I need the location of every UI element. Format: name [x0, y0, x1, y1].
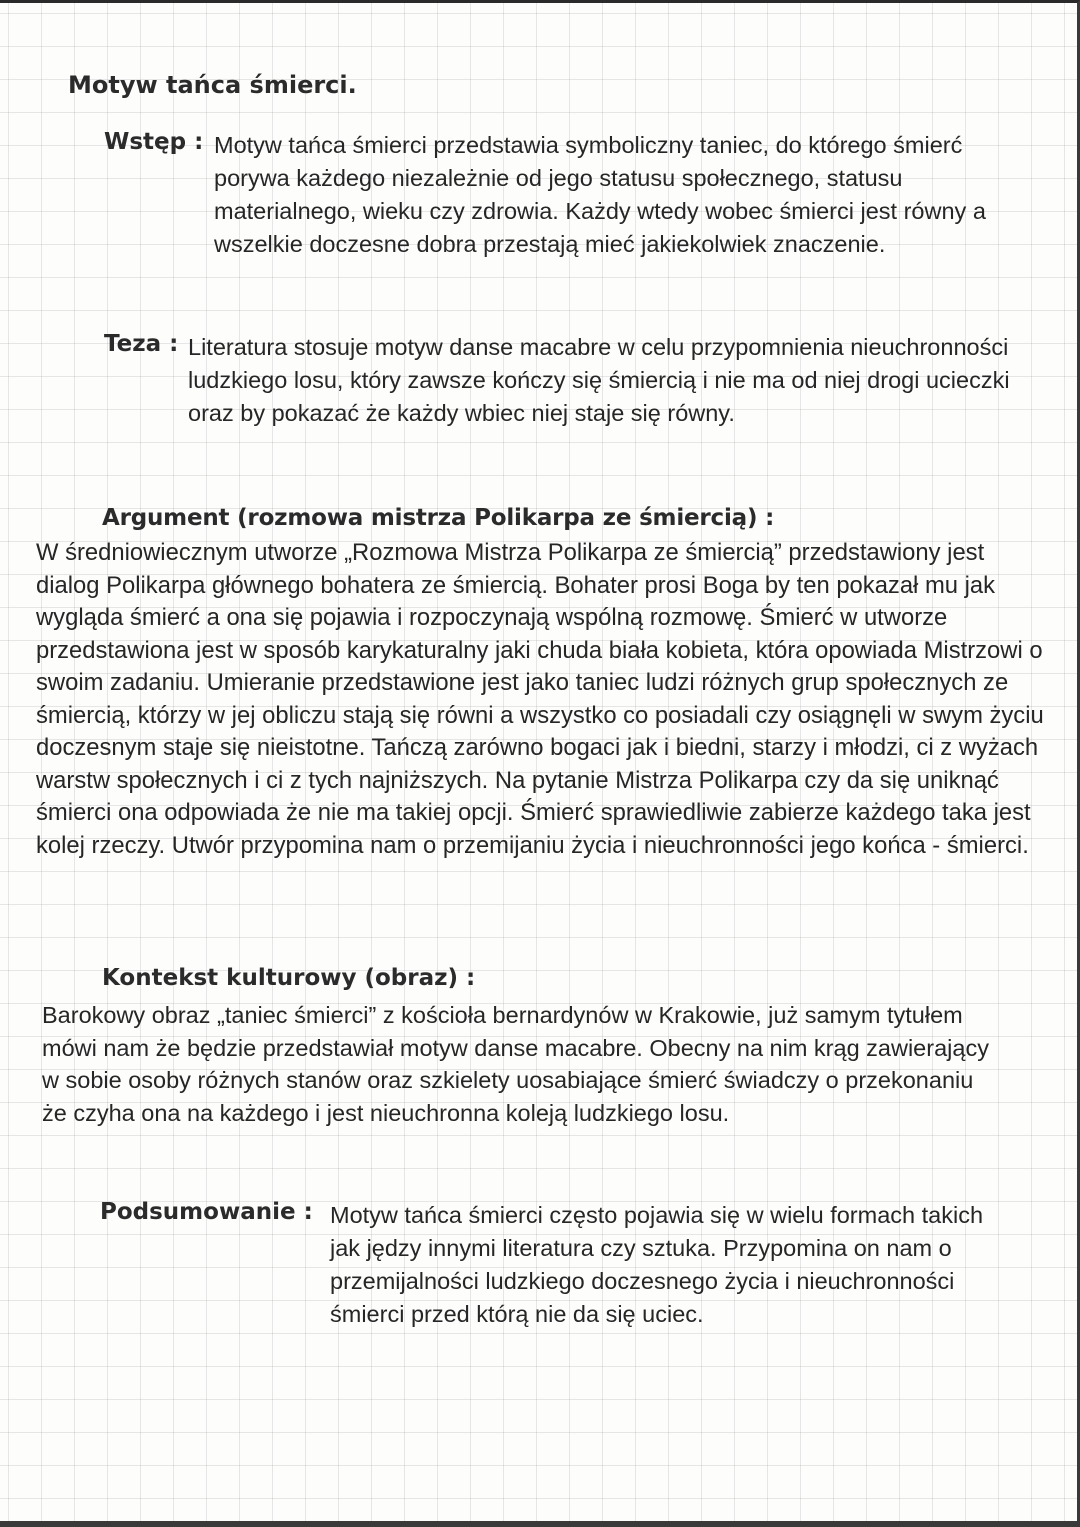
section-label-argument: Argument (rozmowa mistrza Polikarpa ze śmiercią) :	[102, 505, 775, 531]
section-label-teza: Teza :	[104, 331, 179, 357]
section-label-kontekst: Kontekst kulturowy (obraz) :	[102, 965, 476, 991]
section-text-kontekst: Barokowy obraz „taniec śmierci” z kościoła bernardynów w Krakowie, już samym tytułem mówi nam że będzie przedstawiał motyw danse macabre. Obecny na nim krąg zawierający w sobie osoby różnych stanów oraz szkielety uosabiające śmierć świadczy o przekonaniu że czyha ona na każdego i jest nieuchronna koleją ludzkiego losu.	[42, 1002, 989, 1126]
section-label-wstep: Wstęp :	[104, 129, 204, 155]
section-text-wstep: Motyw tańca śmierci przedstawia symboliczny taniec, do którego śmierć porywa każdego niezależnie od jego statusu społecznego, statusu materialnego, wieku czy zdrowia. Każdy wtedy wobec śmierci jest równy a wszelkie doczesne dobra przestają mieć jakiekolwiek znaczenie.	[214, 132, 986, 257]
section-text-teza: Literatura stosuje motyw danse macabre w celu przypomnienia nieuchronności ludzkiego losu, który zawsze kończy się śmiercią i nie ma od niej drogi ucieczki oraz by pokazać że każdy wbiec niej staje się równy.	[188, 334, 1010, 426]
scan-edge-shadow	[0, 1521, 1077, 1527]
page-title: Motyw tańca śmierci.	[68, 71, 357, 99]
section-text-argument: W średniowiecznym utworze „Rozmowa Mistrza Polikarpa ze śmiercią” przedstawiony jest dialog Polikarpa głównego bohatera ze śmiercią. Bohater prosi Boga by ten pokazał mu jak wygląda śmierć a ona się pojawia i rozpoczynają wspólną rozmowę. Śmierć w utworze przedstawiona jest w sposób karykaturalny jaki chuda biała kobieta, która opowiada Mistrzowi o swoim zadaniu. Umieranie przedstawione jest jako taniec ludzi różnych grup społecznych ze śmiercią, którzy w jej obliczu stają się równi a wszystko co posiadali czy osiągnęli w swym życiu doczesnym staje się nieistotne. Tańczą zarówno bogaci jak i biedni, starzy i młodzi, ci z wyżach warstw społecznych i ci z tych najniższych. Na pytanie Mistrza Polikarpa czy da się uniknąć śmierci ona odpowiada że nie ma takiej opcji. Śmierć sprawiedliwie zabierze każdego taka jest kolej rzeczy. Utwór przypomina nam o przemijaniu życia i nieuchronności jego końca - śmierci.	[36, 539, 1044, 859]
section-text-podsumowanie: Motyw tańca śmierci często pojawia się w wielu formach takich jak jędzy innymi literatura czy sztuka. Przypomina on nam o przemijalności ludzkiego doczesnego życia i nieuchronności śmierci przed którą nie da się uciec.	[330, 1202, 984, 1327]
section-label-podsumowanie: Podsumowanie :	[100, 1199, 313, 1225]
